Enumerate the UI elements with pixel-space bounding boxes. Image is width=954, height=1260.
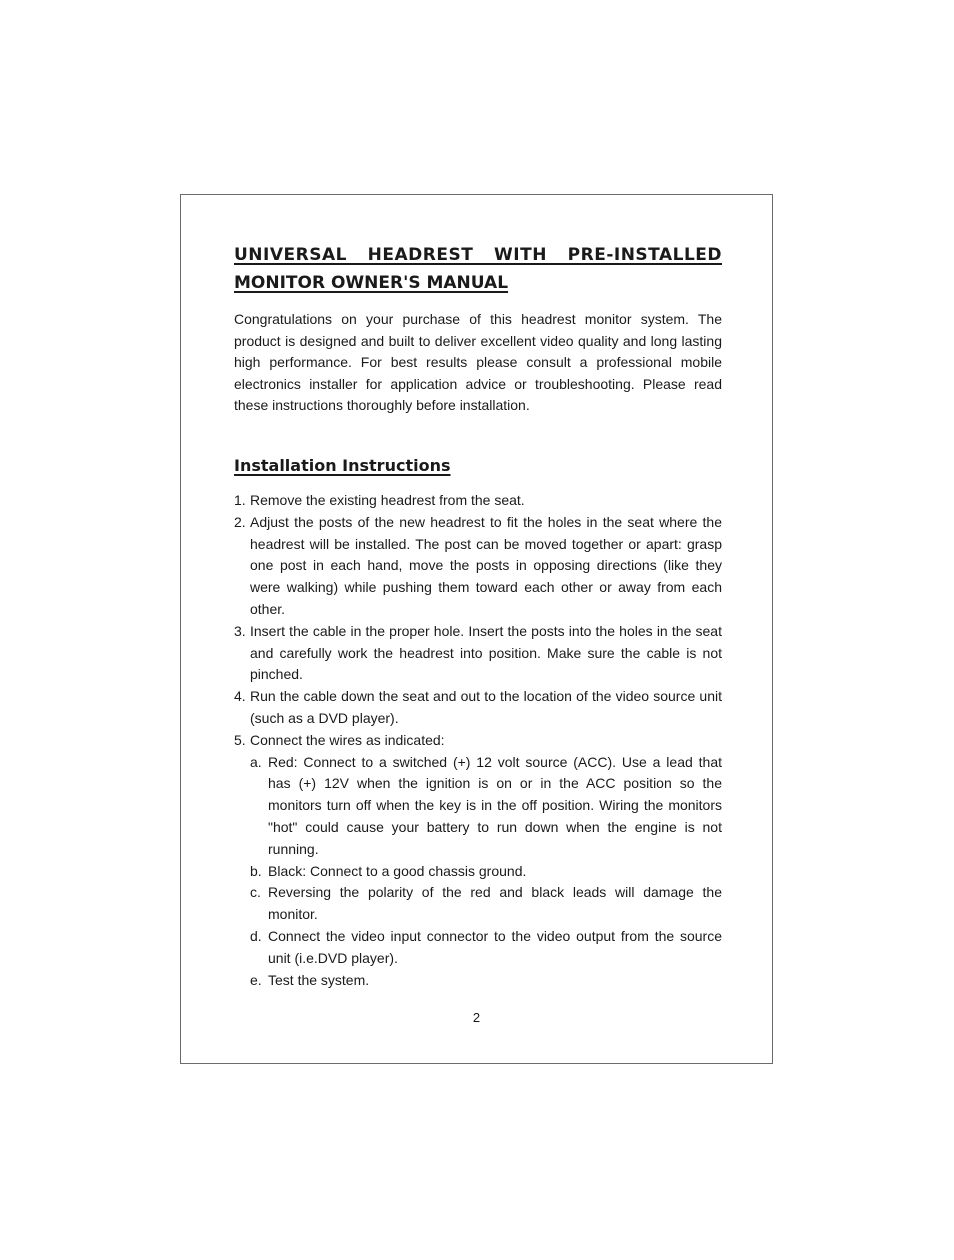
substep-text: Red: Connect to a switched (+) 12 volt source (ACC). Use a lead that has (+) 12V when the ignition is on or in the ACC position so the monitors turn off when the key is in the off position. Wiring the monitors "hot" could cause your battery to run down when the engine is not running. (268, 753, 722, 857)
substep-text: Test the system. (268, 971, 370, 988)
installation-steps (234, 490, 722, 991)
substep-text: Connect the video input connector to the video output from the source unit (i.e.DVD player). (268, 927, 722, 966)
title-line-1: UNIVERSAL HEADREST WITH PRE-INSTALLED (234, 245, 722, 265)
substep-item (250, 752, 722, 861)
substep-letter: e. (250, 971, 262, 988)
title-line-2: MONITOR OWNER'S MANUAL (234, 273, 509, 293)
step-item (234, 621, 722, 686)
wiring-substeps (234, 752, 722, 992)
step-number: 2. (234, 513, 246, 530)
substep-letter: b. (250, 862, 262, 879)
step-text: Run the cable down the seat and out to the location of the video source unit (such as a DVD player). (250, 688, 722, 726)
section-heading-installation: Installation Instructions (234, 455, 451, 475)
step-text: Insert the cable in the proper hole. Insert the posts into the holes in the seat and carefully work the headrest into position. Make sure the cable is not pinched. (250, 622, 722, 683)
page-number: 2 (472, 1010, 481, 1025)
page-content (234, 241, 722, 991)
substep-text: Reversing the polarity of the red and black leads will damage the monitor. (268, 884, 722, 923)
step-text: Connect the wires as indicated: (250, 731, 445, 748)
step-item (234, 512, 722, 621)
step-number: 4. (234, 688, 246, 705)
substep-letter: d. (250, 927, 262, 944)
substep-item (250, 970, 722, 992)
manual-title (234, 241, 722, 297)
step-text: Remove the existing headrest from the seat. (250, 491, 525, 508)
substep-item (250, 926, 722, 970)
substep-group (234, 752, 722, 992)
step-number: 1. (234, 491, 246, 508)
step-item (234, 686, 722, 730)
step-item (234, 730, 722, 752)
manual-page (180, 194, 773, 1064)
step-text: Adjust the posts of the new headrest to fit the holes in the seat where the headrest will be installed. The post can be moved together or apart: grasp one post in each hand, move the posts in opposing directions (like they were walking) while pushing them toward each other or away from each other. (250, 513, 722, 617)
intro-paragraph: Congratulations on your purchase of this headrest monitor system. The product is designed and built to deliver excellent video quality and long lasting high performance. For best results please consult a professional mobile electronics installer for application advice or troubleshooting. Please read these instructions thoroughly before installation. (234, 311, 722, 414)
step-number: 3. (234, 622, 246, 639)
substep-letter: a. (250, 753, 262, 770)
substep-item (250, 882, 722, 926)
substep-item (250, 861, 722, 883)
substep-text: Black: Connect to a good chassis ground. (268, 862, 527, 879)
step-item (234, 490, 722, 512)
step-number: 5. (234, 731, 246, 748)
substep-letter: c. (250, 884, 261, 901)
